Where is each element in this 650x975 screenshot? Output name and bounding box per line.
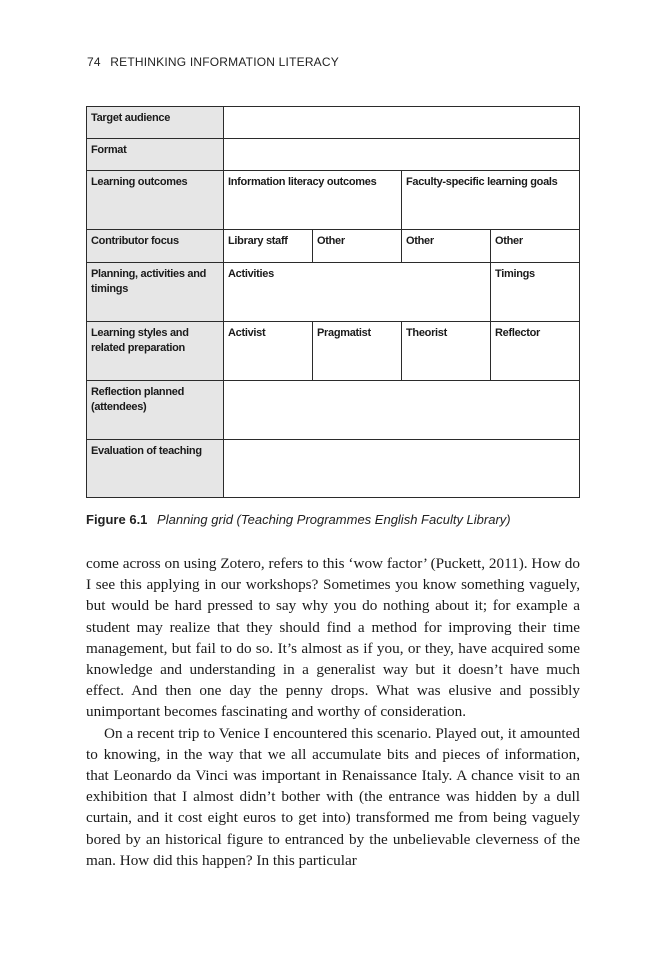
running-title: RETHINKING INFORMATION LITERACY	[110, 55, 339, 69]
label-planning: Planning, activities and timings	[87, 263, 224, 321]
running-head	[87, 55, 339, 69]
planning-grid	[86, 106, 580, 498]
row-target-audience	[87, 107, 579, 139]
row-evaluation	[87, 440, 579, 497]
body-text	[86, 553, 580, 871]
cell-style-pragmatist: Pragmatist	[313, 322, 402, 380]
cell-style-activist: Activist	[224, 322, 313, 380]
figure-caption	[86, 512, 511, 527]
row-planning	[87, 263, 579, 322]
label-learning-styles: Learning styles and related preparation	[87, 322, 224, 380]
label-target-audience: Target audience	[87, 107, 224, 138]
figure-caption-text: Planning grid (Teaching Programmes English Faculty Library)	[157, 512, 511, 527]
page-number: 74	[87, 55, 101, 69]
cell-il-outcomes: Information literacy outcomes	[224, 171, 402, 229]
label-format: Format	[87, 139, 224, 170]
row-contributor-focus	[87, 230, 579, 263]
cell-faculty-goals: Faculty-specific learning goals	[406, 176, 558, 188]
row-learning-outcomes	[87, 171, 579, 230]
cell-contributor-4: Other	[495, 235, 523, 247]
cell-timings: Timings	[495, 268, 535, 280]
paragraph: On a recent trip to Venice I encountered this scenario. Played out, it amounted to knowing, in the way that we all accumulate bits and pieces of information, that Leonardo da Vinci was important in Renaissance Italy. A chance visit to an exhibition that I almost didn’t bother with (the entrance was hidden by a dull curtain, and it cost eight euros to get into) transformed me from being vaguely bored by an historical figure to entranced by the unbelievable cleverness of the man. How did this happen? In this particular	[86, 724, 580, 869]
cell-style-theorist: Theorist	[402, 322, 491, 380]
row-reflection	[87, 381, 579, 440]
paragraph: come across on using Zotero, refers to this ‘wow factor’ (Puckett, 2011). How do I see this applying in our workshops? Sometimes you know something vaguely, but would be hard pressed to say why you do nothing about it; for example a student may realize that they should find a method for improving their time management, but fail to do so. It’s almost as if you, or they, have acquired some knowledge and understanding in a generalist way but it doesn’t have much effect. And then one day the penny drops. What was elusive and possibly unimportant becomes fascinating and worthy of consideration.	[86, 555, 580, 721]
cell-contributor-3: Other	[402, 230, 491, 262]
row-learning-styles	[87, 322, 579, 381]
figure-label: Figure 6.1	[86, 512, 148, 527]
label-evaluation: Evaluation of teaching	[87, 440, 224, 497]
label-learning-outcomes: Learning outcomes	[87, 171, 224, 229]
label-contributor-focus: Contributor focus	[87, 230, 224, 262]
cell-contributor-1: Library staff	[224, 230, 313, 262]
label-reflection: Reflection planned (attendees)	[87, 381, 224, 439]
cell-contributor-2: Other	[313, 230, 402, 262]
cell-activities: Activities	[224, 263, 491, 321]
row-format	[87, 139, 579, 171]
cell-style-reflector: Reflector	[495, 327, 540, 339]
